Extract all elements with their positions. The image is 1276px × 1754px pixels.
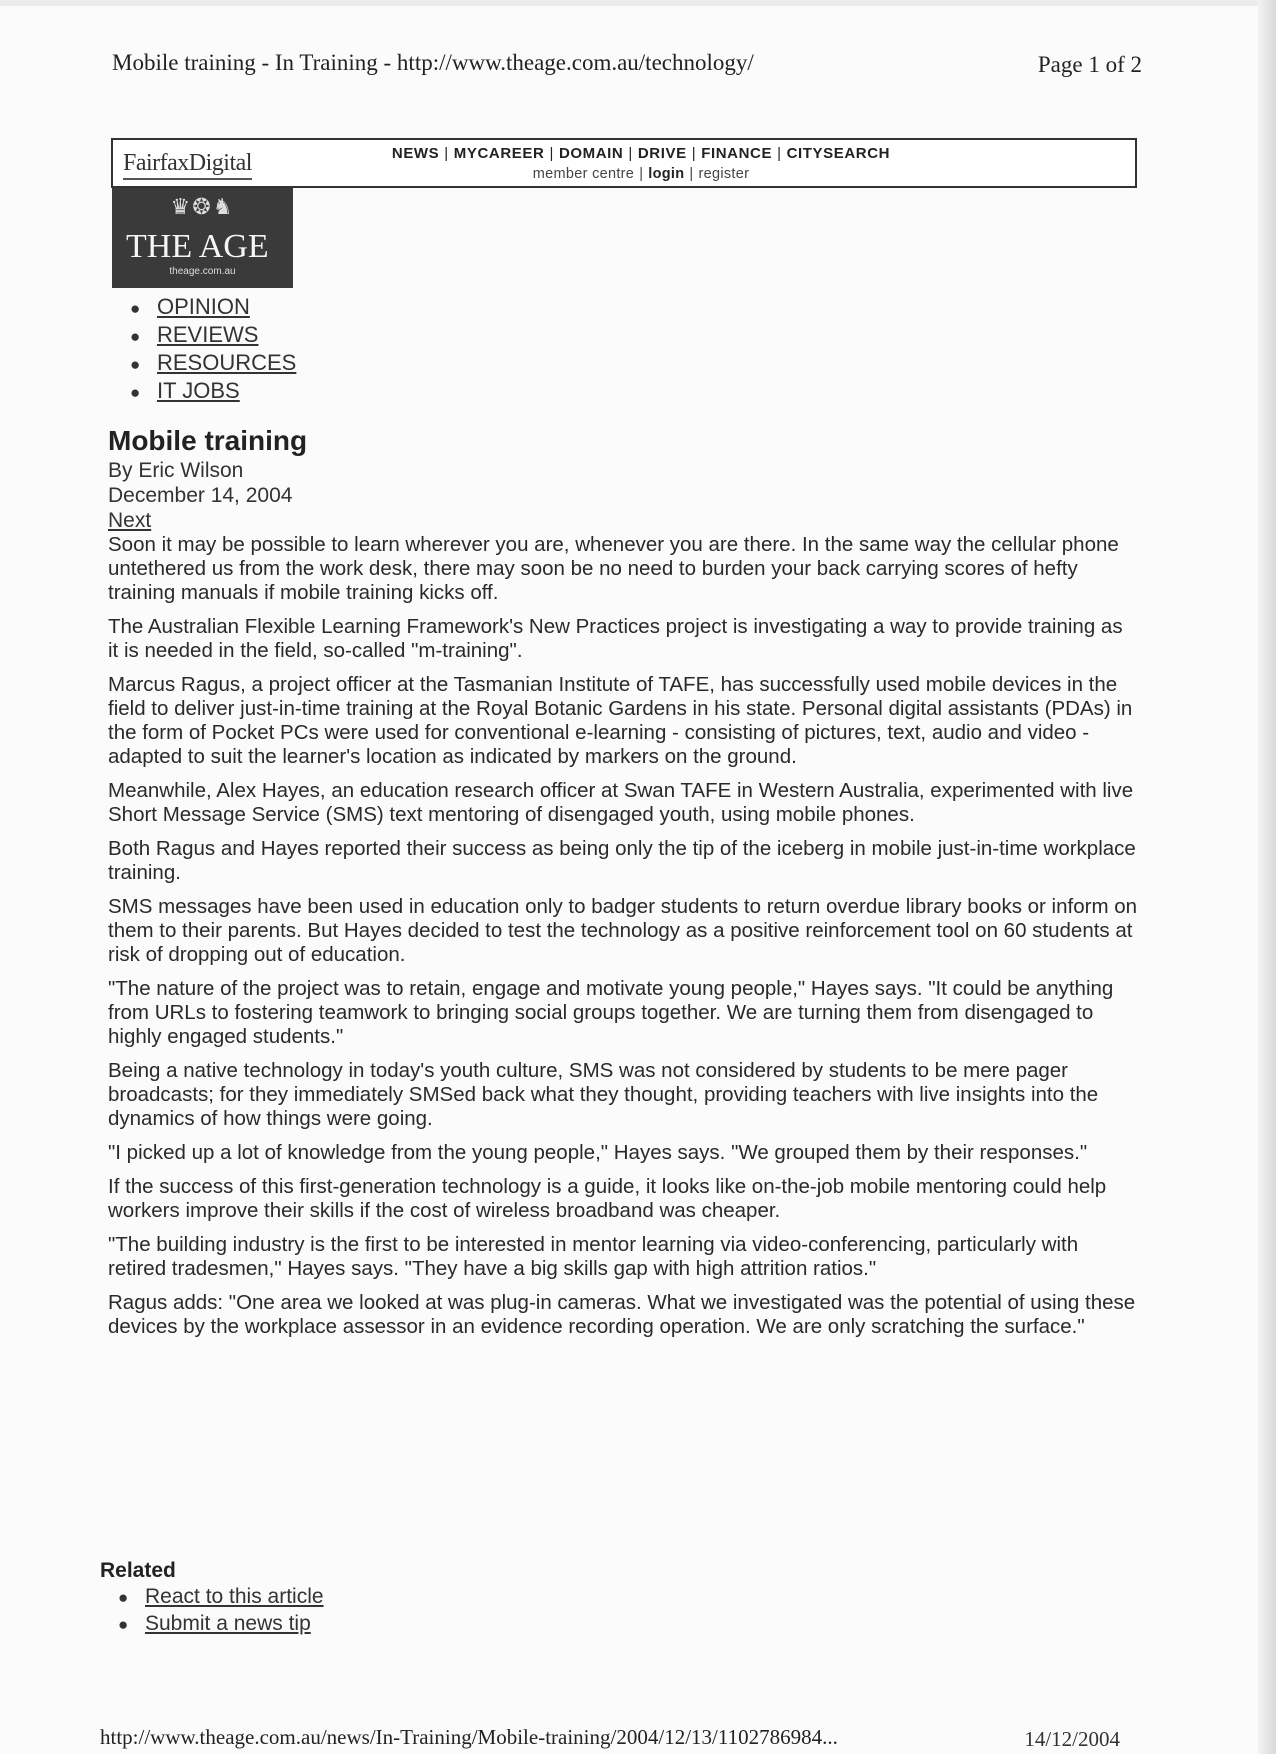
article-paragraph: Soon it may be possible to learn wherever you are, whenever you are there. In the same way the cellular phone untethered us from the work desk, there may soon be no need to burden your back carrying scores of hefty training manuals if mobile training kicks off.	[108, 533, 1119, 604]
site-nav	[341, 145, 941, 182]
article-paragraph: "I picked up a lot of knowledge from the young people," Hayes says. "We grouped them by their responses."	[108, 1141, 1088, 1164]
nav-domain[interactable]: DOMAIN	[558, 145, 624, 162]
page-right-edge	[1258, 0, 1276, 1754]
article-paragraph: "The nature of the project was to retain, engage and motivate young people," Hayes says. "It could be anything from URLs to fostering teamwork to bringing social groups together. We are turning them from disengaged to highly engaged students."	[108, 977, 1114, 1048]
print-footer	[100, 1725, 1120, 1753]
react-to-article-link[interactable]: React to this article	[145, 1585, 324, 1608]
submit-news-tip-link[interactable]: Submit a news tip	[145, 1612, 311, 1635]
article-paragraph: Marcus Ragus, a project officer at the Tasmanian Institute of TAFE, has successfully used mobile devices in the field to deliver just-in-time training at the Royal Botanic Gardens in his state. Personal digital assistants (PDAs) in the form of Pocket PCs were used for conventional e-learning - consisting of pictures, text, audio and video - adapted to suit the learner's location as indicated by markers on the ground.	[108, 673, 1133, 768]
related-item	[118, 1611, 324, 1638]
login-link[interactable]: login	[648, 166, 685, 182]
bullet-icon: ●	[130, 327, 141, 346]
masthead-url: theage.com.au	[169, 266, 236, 277]
related-section	[100, 1558, 324, 1638]
separator: |	[549, 145, 554, 162]
separator: |	[689, 166, 694, 182]
section-nav	[130, 294, 296, 406]
bullet-icon: ●	[118, 1615, 129, 1634]
separator: |	[691, 145, 697, 162]
section-nav-item	[130, 378, 296, 406]
separator: |	[639, 166, 644, 182]
nav-it-jobs-link[interactable]: IT JOBS	[157, 378, 240, 403]
nav-resources-link[interactable]: RESOURCES	[157, 350, 297, 375]
article-paragraph: Ragus adds: "One area we looked at was plug-in cameras. What we investigated was the potential of using these devices by the workplace assessor in an evidence recording operation. We are only scratching the surface."	[108, 1291, 1136, 1338]
nav-reviews-link[interactable]: REVIEWS	[157, 322, 259, 347]
nav-finance[interactable]: FINANCE	[701, 145, 773, 162]
nav-opinion-link[interactable]: OPINION	[157, 294, 250, 319]
bullet-icon: ●	[130, 383, 141, 402]
masthead-name: THE AGE	[126, 228, 269, 265]
print-footer-url: http://www.theage.com.au/news/In-Training/Mobile-training/2004/12/13/1102786984...	[100, 1725, 838, 1749]
nav-news[interactable]: NEWS	[391, 145, 440, 162]
article-byline: By Eric Wilson	[108, 459, 244, 482]
member-links	[341, 166, 941, 182]
print-header-page: Page 1 of 2	[1037, 52, 1142, 77]
article-paragraph: SMS messages have been used in education only to badger students to return overdue library books or inform on them to their parents. But Hayes decided to test the technology as a positive reinforcement tool on 60 students at risk of dropping out of education.	[108, 895, 1138, 966]
site-sections	[341, 145, 941, 162]
section-nav-item	[130, 294, 296, 322]
related-item	[118, 1584, 324, 1611]
next-page-link[interactable]: Next	[108, 509, 152, 532]
separator: |	[777, 145, 782, 162]
register-link[interactable]: register	[698, 166, 750, 182]
bullet-icon: ●	[130, 355, 141, 374]
article-paragraph: Meanwhile, Alex Hayes, an education research officer at Swan TAFE in Western Australia, experimented with live Short Message Service (SMS) text mentoring of disengaged youth, using mobile phones.	[108, 779, 1134, 826]
print-header	[112, 50, 1142, 84]
section-nav-item	[130, 350, 296, 378]
print-footer-date: 14/12/2004	[1024, 1727, 1120, 1751]
article-date: December 14, 2004	[108, 484, 293, 507]
article	[108, 424, 1138, 1349]
crest-icon: ♛❂♞	[170, 194, 235, 219]
article-paragraph: "The building industry is the first to be interested in mentor learning via video-conferencing, particularly with retired tradesmen," Hayes says. "They have a big skills gap with high attrition ratios."	[108, 1233, 1079, 1280]
fairfax-digital-logo[interactable]	[123, 150, 252, 177]
site-bar	[111, 138, 1137, 188]
fairfax-digital-logo-text: FairfaxDigital	[123, 150, 252, 176]
bullet-icon: ●	[130, 299, 141, 318]
nav-mycareer[interactable]: MYCAREER	[453, 145, 545, 162]
related-heading: Related	[100, 1559, 176, 1582]
related-links	[100, 1584, 324, 1638]
article-paragraph: Both Ragus and Hayes reported their success as being only the tip of the iceberg in mobile just-in-time workplace training.	[108, 837, 1136, 884]
logo-underline	[123, 178, 252, 180]
member-centre-link[interactable]: member centre	[532, 166, 635, 182]
nav-drive[interactable]: DRIVE	[637, 145, 687, 162]
separator: |	[444, 145, 449, 162]
the-age-logo[interactable]	[112, 188, 293, 288]
nav-citysearch[interactable]: CITYSEARCH	[786, 145, 891, 162]
article-paragraph: If the success of this first-generation technology is a guide, it looks like on-the-job mobile mentoring could help workers improve their skills if the cost of wireless broadband was cheaper.	[108, 1175, 1107, 1222]
section-nav-item	[130, 322, 296, 350]
article-paragraph: Being a native technology in today's youth culture, SMS was not considered by students to be mere pager broadcasts; for they immediately SMSed back what they thought, providing teachers with live insights into the dynamics of how things were going.	[108, 1059, 1099, 1130]
separator: |	[628, 145, 633, 162]
bullet-icon: ●	[118, 1588, 129, 1607]
article-title: Mobile training	[108, 425, 308, 456]
article-paragraph: The Australian Flexible Learning Framework's New Practices project is investigating a way to provide training as it is needed in the field, so-called "m-training".	[108, 615, 1123, 662]
print-header-title: Mobile training - In Training - http://www.theage.com.au/technology/	[112, 50, 754, 75]
page-top-edge	[0, 0, 1276, 6]
